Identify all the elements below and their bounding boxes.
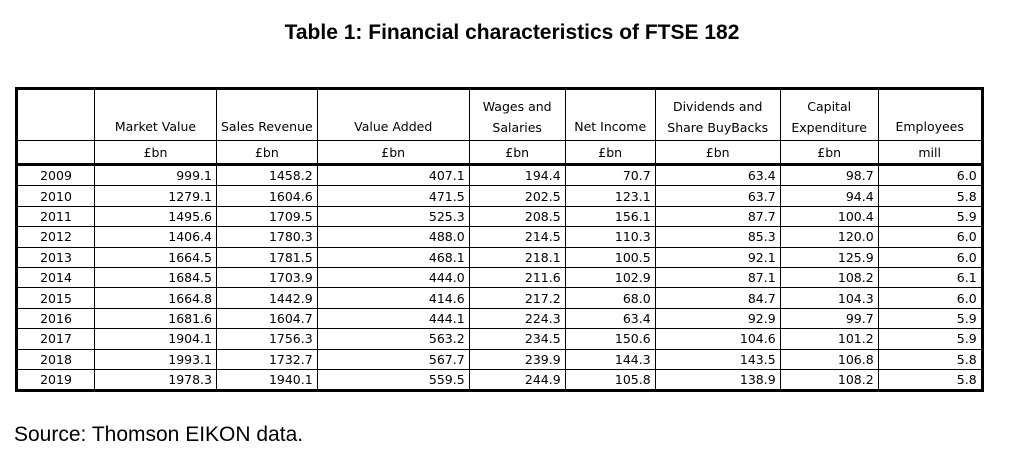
- header-cell-sales-revenue: Sales Revenue: [217, 89, 318, 141]
- cell-year: 2009: [17, 165, 95, 186]
- table-row: [17, 247, 983, 267]
- header-cell-wages: [469, 89, 565, 141]
- cell-employees: 6.1: [878, 267, 982, 287]
- unit-cell: £bn: [565, 141, 655, 165]
- cell-market-value: 1664.5: [95, 247, 217, 267]
- table-row: [17, 349, 983, 369]
- cell-market-value: 1904.1: [95, 329, 217, 349]
- cell-employees: 5.8: [878, 349, 982, 369]
- cell-wages: 202.5: [469, 186, 565, 206]
- cell-value-added: 414.6: [317, 288, 469, 308]
- unit-cell: £bn: [217, 141, 318, 165]
- cell-net-income: 105.8: [565, 369, 655, 390]
- cell-employees: 5.8: [878, 186, 982, 206]
- header-cell-value-added: Value Added: [317, 89, 469, 141]
- financial-table: [15, 87, 984, 392]
- cell-capex: 108.2: [780, 267, 878, 287]
- cell-year: 2010: [17, 186, 95, 206]
- header-cell-capex: [780, 89, 878, 141]
- table-title: Table 1: Financial characteristics of FTSE 182: [284, 21, 740, 44]
- cell-wages: 234.5: [469, 329, 565, 349]
- cell-employees: 5.8: [878, 369, 982, 390]
- units-row: [17, 141, 983, 165]
- cell-sales-revenue: 1709.5: [217, 206, 318, 226]
- cell-year: 2012: [17, 227, 95, 247]
- cell-value-added: 444.0: [317, 267, 469, 287]
- cell-market-value: 1406.4: [95, 227, 217, 247]
- cell-value-added: 468.1: [317, 247, 469, 267]
- table-row: [17, 288, 983, 308]
- cell-market-value: 1978.3: [95, 369, 217, 390]
- cell-net-income: 110.3: [565, 227, 655, 247]
- header-cell-year: [17, 89, 95, 141]
- cell-employees: 5.9: [878, 308, 982, 328]
- cell-year: 2019: [17, 369, 95, 390]
- cell-year: 2013: [17, 247, 95, 267]
- table-row: [17, 206, 983, 226]
- cell-wages: 239.9: [469, 349, 565, 369]
- table-row: [17, 165, 983, 186]
- cell-wages: 244.9: [469, 369, 565, 390]
- header-cell-employees: Employees: [878, 89, 982, 141]
- table-body: [17, 165, 983, 391]
- cell-net-income: 63.4: [565, 308, 655, 328]
- table-row: [17, 308, 983, 328]
- unit-cell: £bn: [780, 141, 878, 165]
- cell-employees: 6.0: [878, 165, 982, 186]
- cell-sales-revenue: 1458.2: [217, 165, 318, 186]
- cell-dividends: 84.7: [655, 288, 780, 308]
- cell-net-income: 102.9: [565, 267, 655, 287]
- cell-market-value: 1993.1: [95, 349, 217, 369]
- cell-value-added: 525.3: [317, 206, 469, 226]
- cell-wages: 194.4: [469, 165, 565, 186]
- header-row: [17, 89, 983, 141]
- unit-cell: mill: [878, 141, 982, 165]
- cell-net-income: 150.6: [565, 329, 655, 349]
- header-cell-net-income: Net Income: [565, 89, 655, 141]
- cell-market-value: 999.1: [95, 165, 217, 186]
- cell-capex: 99.7: [780, 308, 878, 328]
- cell-year: 2011: [17, 206, 95, 226]
- cell-net-income: 70.7: [565, 165, 655, 186]
- cell-dividends: 138.9: [655, 369, 780, 390]
- cell-sales-revenue: 1604.7: [217, 308, 318, 328]
- cell-net-income: 123.1: [565, 186, 655, 206]
- cell-market-value: 1664.8: [95, 288, 217, 308]
- cell-value-added: 559.5: [317, 369, 469, 390]
- cell-value-added: 567.7: [317, 349, 469, 369]
- cell-capex: 120.0: [780, 227, 878, 247]
- cell-net-income: 100.5: [565, 247, 655, 267]
- cell-capex: 125.9: [780, 247, 878, 267]
- cell-capex: 104.3: [780, 288, 878, 308]
- cell-year: 2017: [17, 329, 95, 349]
- cell-value-added: 563.2: [317, 329, 469, 349]
- cell-dividends: 87.1: [655, 267, 780, 287]
- cell-employees: 6.0: [878, 247, 982, 267]
- cell-market-value: 1279.1: [95, 186, 217, 206]
- unit-cell: [17, 141, 95, 165]
- unit-cell: £bn: [317, 141, 469, 165]
- cell-wages: 224.3: [469, 308, 565, 328]
- cell-capex: 106.8: [780, 349, 878, 369]
- cell-year: 2014: [17, 267, 95, 287]
- cell-employees: 6.0: [878, 227, 982, 247]
- unit-cell: £bn: [95, 141, 217, 165]
- cell-sales-revenue: 1604.6: [217, 186, 318, 206]
- cell-market-value: 1684.5: [95, 267, 217, 287]
- table-row: [17, 329, 983, 349]
- cell-market-value: 1495.6: [95, 206, 217, 226]
- cell-value-added: 488.0: [317, 227, 469, 247]
- cell-wages: 214.5: [469, 227, 565, 247]
- cell-dividends: 85.3: [655, 227, 780, 247]
- cell-sales-revenue: 1781.5: [217, 247, 318, 267]
- cell-wages: 217.2: [469, 288, 565, 308]
- cell-wages: 208.5: [469, 206, 565, 226]
- cell-net-income: 144.3: [565, 349, 655, 369]
- cell-employees: 5.9: [878, 329, 982, 349]
- cell-value-added: 471.5: [317, 186, 469, 206]
- cell-dividends: 92.9: [655, 308, 780, 328]
- cell-year: 2016: [17, 308, 95, 328]
- unit-cell: £bn: [655, 141, 780, 165]
- cell-sales-revenue: 1756.3: [217, 329, 318, 349]
- cell-year: 2015: [17, 288, 95, 308]
- cell-net-income: 156.1: [565, 206, 655, 226]
- cell-value-added: 444.1: [317, 308, 469, 328]
- cell-employees: 6.0: [878, 288, 982, 308]
- header-label-wages: Wages and Salaries: [482, 99, 552, 135]
- table-row: [17, 186, 983, 206]
- cell-wages: 218.1: [469, 247, 565, 267]
- cell-dividends: 92.1: [655, 247, 780, 267]
- cell-sales-revenue: 1442.9: [217, 288, 318, 308]
- cell-capex: 94.4: [780, 186, 878, 206]
- cell-capex: 108.2: [780, 369, 878, 390]
- cell-dividends: 63.7: [655, 186, 780, 206]
- table-row: [17, 369, 983, 390]
- cell-sales-revenue: 1732.7: [217, 349, 318, 369]
- cell-market-value: 1681.6: [95, 308, 217, 328]
- cell-dividends: 104.6: [655, 329, 780, 349]
- source-note: Source: Thomson EIKON data.: [14, 423, 304, 446]
- cell-dividends: 143.5: [655, 349, 780, 369]
- cell-employees: 5.9: [878, 206, 982, 226]
- cell-dividends: 63.4: [655, 165, 780, 186]
- cell-capex: 101.2: [780, 329, 878, 349]
- cell-sales-revenue: 1703.9: [217, 267, 318, 287]
- table-row: [17, 267, 983, 287]
- cell-value-added: 407.1: [317, 165, 469, 186]
- cell-sales-revenue: 1780.3: [217, 227, 318, 247]
- cell-year: 2018: [17, 349, 95, 369]
- cell-net-income: 68.0: [565, 288, 655, 308]
- header-label-dividends: Dividends and Share BuyBacks: [667, 99, 769, 135]
- table-row: [17, 227, 983, 247]
- unit-cell: £bn: [469, 141, 565, 165]
- header-label-capex: Capital Expenditure: [791, 99, 867, 135]
- cell-dividends: 87.7: [655, 206, 780, 226]
- cell-capex: 100.4: [780, 206, 878, 226]
- cell-sales-revenue: 1940.1: [217, 369, 318, 390]
- header-cell-market-value: Market Value: [95, 89, 217, 141]
- cell-capex: 98.7: [780, 165, 878, 186]
- header-cell-dividends: [655, 89, 780, 141]
- cell-wages: 211.6: [469, 267, 565, 287]
